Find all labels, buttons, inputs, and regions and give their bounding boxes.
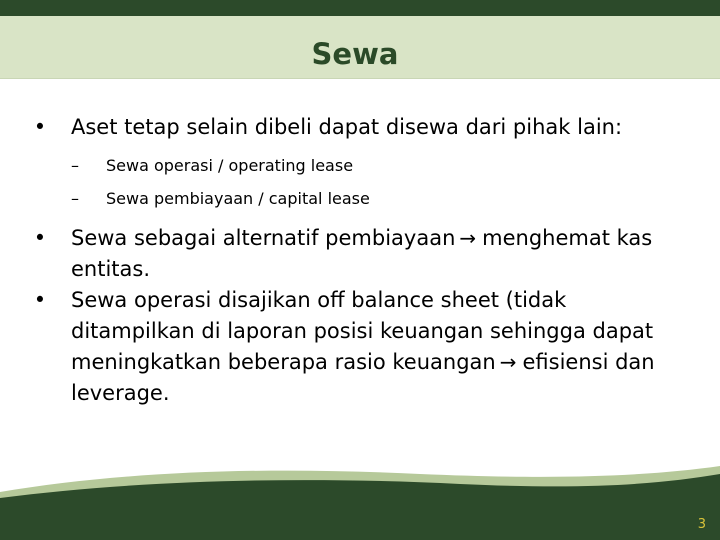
sub-item-text: Sewa operasi / operating lease [106,156,354,175]
footer-wave [0,462,720,540]
sub-item [30,182,690,215]
slide-body [30,112,690,409]
sub-list [30,149,690,215]
sub-item-text: Sewa pembiayaan / capital lease [106,189,370,208]
bullet-item [30,223,690,285]
bullet-icon: • [33,115,47,139]
dash-icon: – [71,189,79,208]
bullet-text-after: menghemat kas entitas. [71,226,653,281]
bullet-item [30,112,690,143]
dash-icon: – [71,156,79,175]
slide-title: Sewa [311,37,399,71]
arrow-right-icon: → [459,226,477,250]
bullet-text: Aset tetap selain dibeli dapat disewa dari pihak lain: [71,115,623,139]
bullet-item [30,285,690,409]
page-number: 3 [697,517,706,532]
bullet-icon: • [33,226,47,250]
bullet-text-after: efisiensi dan leverage. [71,350,655,405]
sub-item [30,149,690,182]
bullet-text-before: Sewa sebagai alternatif pembiayaan [71,226,456,250]
bullet-icon: • [33,288,47,312]
arrow-right-icon: → [499,350,517,374]
bullet-text-before: Sewa operasi disajikan off balance sheet (tidak ditampilkan di laporan posisi keuangan sehingga dapat meningkatkan beberapa rasio keuangan [71,288,654,374]
top-bar [0,0,720,16]
